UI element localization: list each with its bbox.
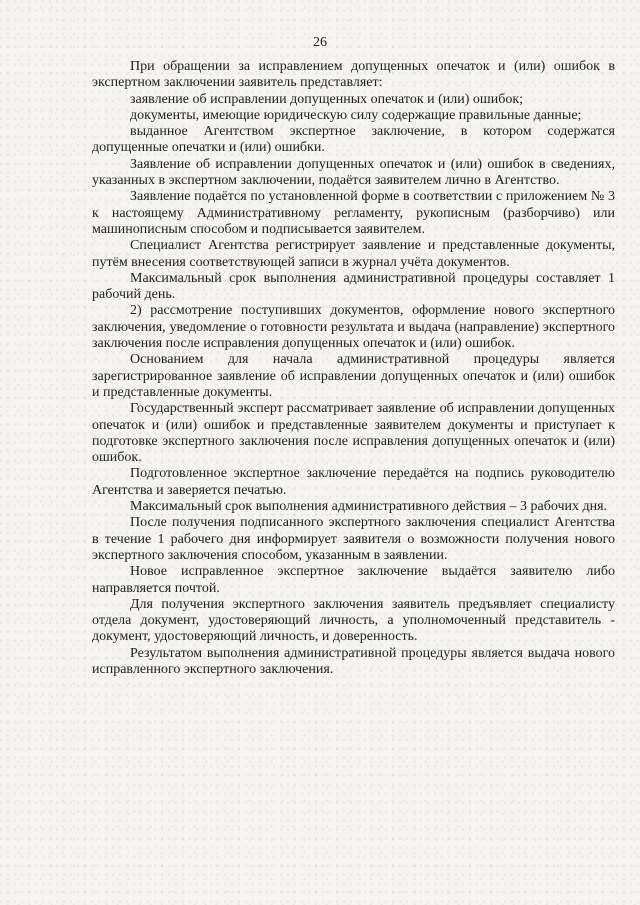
paragraph: выданное Агентством экспертное заключение, в котором содержатся допущенные опечатки и (или) ошибки. [92, 124, 615, 156]
paragraph: Основанием для начала административной процедуры является зарегистрированное заявление об исправлении допущенных опечаток и (или) ошибок и представленные документы. [92, 352, 615, 400]
paragraph: Подготовленное экспертное заключение передаётся на подпись руководителю Агентства и заверяется печатью. [92, 466, 615, 498]
page-number: 26 [313, 35, 327, 50]
paragraph: 2) рассмотрение поступивших документов, оформление нового экспертного заключения, уведомление о готовности результата и выдача (направление) экспертного заключения после исправления допущенных опечаток и (или) ошибок. [92, 303, 615, 352]
paragraph: заявление об исправлении допущенных опечаток и (или) ошибок; [130, 91, 524, 107]
paragraph: документы, имеющие юридическую силу содержащие правильные данные; [130, 107, 582, 123]
paragraph: Максимальный срок выполнения административной процедуры составляет 1 рабочий день. [92, 270, 615, 303]
paragraph: При обращении за исправлением допущенных опечаток и (или) ошибок в экспертном заключении заявитель представляет: [92, 59, 615, 91]
paragraph: Заявление подаётся по установленной форме в соответствии с приложением № 3 к настоящему Административному регламенту, рукописным (разборчиво) или машинописным способом и подписывается заявителем. [92, 189, 615, 237]
paragraph: Результатом выполнения административной процедуры является выдача нового исправленного экспертного заключения. [92, 645, 615, 677]
paragraph: Государственный эксперт рассматривает заявление об исправлении допущенных опечаток и (или) ошибок и представленные заявителем документы и приступает к подготовке экспертного заключения после исправления допущенных опечаток и (или) ошибок. [92, 401, 615, 466]
paragraph: После получения подписанного экспертного заключения специалист Агентства в течение 1 рабочего дня информирует заявителя о возможности получения нового экспертного заключения способом, указанным в заявлении. [92, 515, 615, 563]
paragraph: Для получения экспертного заключения заявитель предъявляет специалисту отдела документ, удостоверяющий личность, а уполномоченный представитель - документ, удостоверяющий личность, и доверенность. [92, 596, 615, 645]
paragraph: Заявление об исправлении допущенных опечаток и (или) ошибок в сведениях, указанных в экспертном заключении, подаётся заявителем лично в Агентство. [92, 156, 615, 189]
paragraph: Максимальный срок выполнения административного действия – 3 рабочих дня. [130, 499, 608, 515]
document-body [92, 59, 615, 678]
paragraph: Новое исправленное экспертное заключение выдаётся заявителю либо направляется почтой. [92, 564, 615, 596]
paragraph: Специалист Агентства регистрирует заявление и представленные документы, путём внесения соответствующей записи в журнал учёта документов. [92, 238, 615, 270]
